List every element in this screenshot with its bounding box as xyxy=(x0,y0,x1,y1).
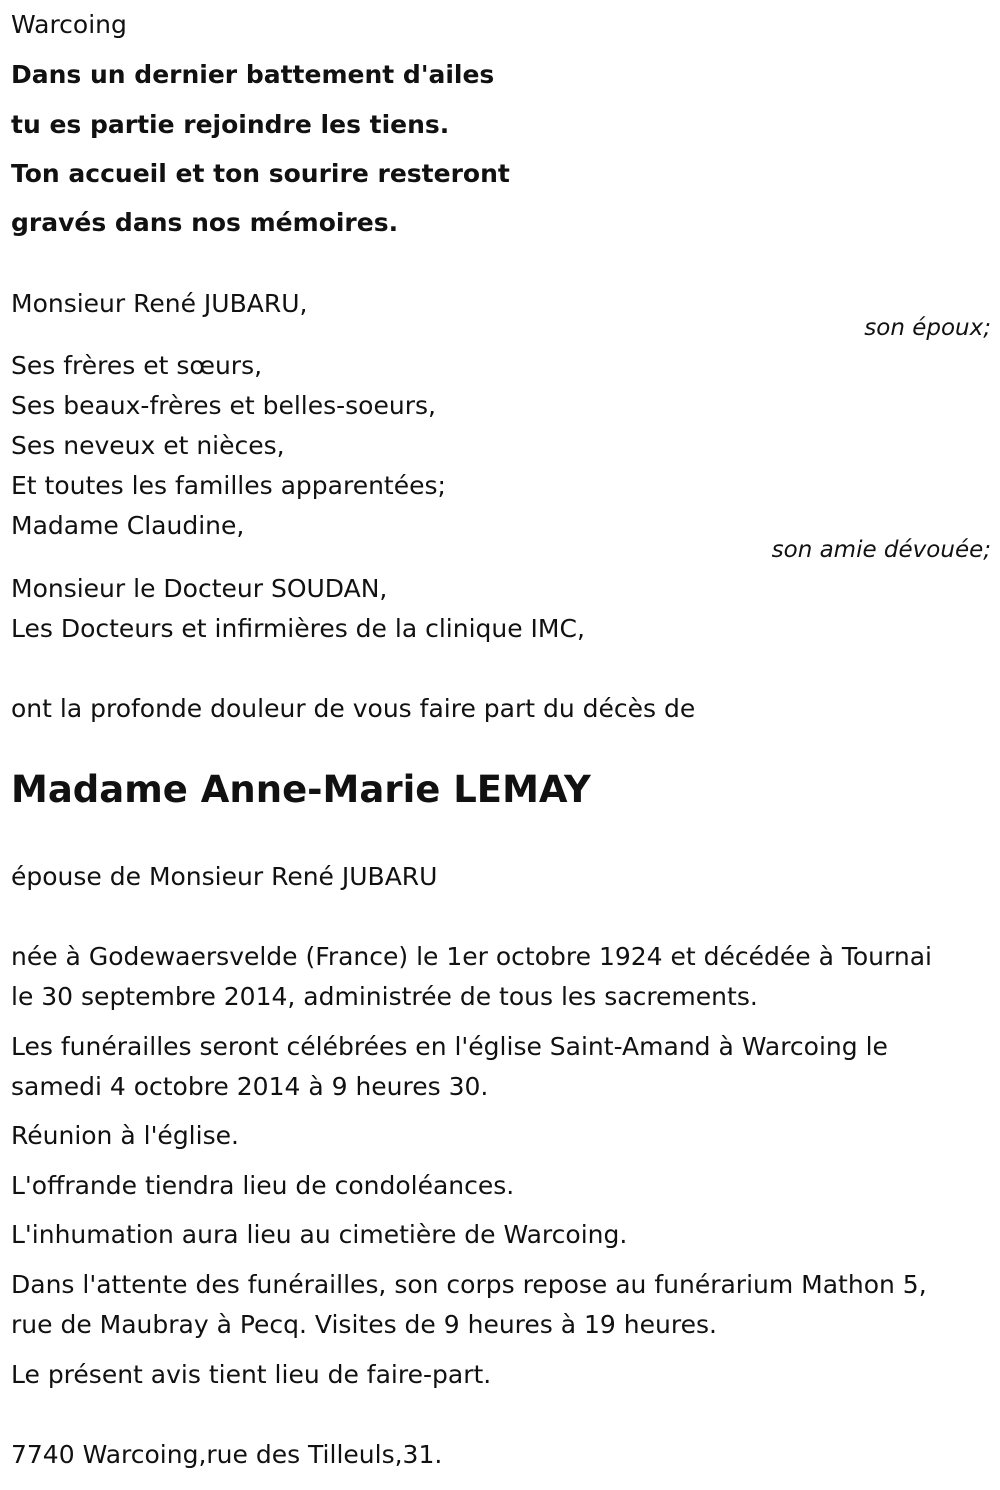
spouse-role: son époux; xyxy=(864,315,991,341)
place-heading: Warcoing xyxy=(11,10,127,39)
funeral-line: Les funérailles seront célébrées en l'église Saint-Amand à Warcoing le xyxy=(11,1032,888,1061)
poem-line: Ton accueil et ton sourire resteront xyxy=(11,159,510,188)
friend-role: son amie dévouée; xyxy=(771,537,991,563)
relative-line: Ses frères et sœurs, xyxy=(11,351,263,380)
visitation-line: Dans l'attente des funérailles, son corps repose au funérarium Mathon 5, xyxy=(11,1270,927,1299)
announcement-intro: ont la profonde douleur de vous faire part du décès de xyxy=(11,694,696,723)
poem-line: gravés dans nos mémoires. xyxy=(11,208,399,237)
relative-line: Et toutes les familles apparentées; xyxy=(11,471,446,500)
relative-line: Madame Claudine, xyxy=(11,511,245,540)
visitation-line: rue de Maubray à Pecq. Visites de 9 heures à 19 heures. xyxy=(11,1310,717,1339)
doctor-line: Les Docteurs et infirmières de la clinique IMC, xyxy=(11,614,585,643)
doctor-line: Monsieur le Docteur SOUDAN, xyxy=(11,574,388,603)
relative-line: Ses beaux-frères et belles-soeurs, xyxy=(11,391,436,420)
notice-line: Le présent avis tient lieu de faire-part. xyxy=(11,1360,492,1389)
relative-line: Ses neveux et nièces, xyxy=(11,431,285,460)
meeting-line: Réunion à l'église. xyxy=(11,1121,239,1150)
spouse-line: Monsieur René JUBARU, xyxy=(11,289,308,318)
spouse-of-line: épouse de Monsieur René JUBARU xyxy=(11,862,438,891)
poem-line: tu es partie rejoindre les tiens. xyxy=(11,110,450,139)
offering-line: L'offrande tiendra lieu de condoléances. xyxy=(11,1171,515,1200)
address-line: 7740 Warcoing,rue des Tilleuls,31. xyxy=(11,1440,443,1469)
birth-death-line: le 30 septembre 2014, administrée de tous les sacrements. xyxy=(11,982,758,1011)
birth-death-line: née à Godewaersvelde (France) le 1er octobre 1924 et décédée à Tournai xyxy=(11,942,932,971)
burial-line: L'inhumation aura lieu au cimetière de Warcoing. xyxy=(11,1220,628,1249)
funeral-line: samedi 4 octobre 2014 à 9 heures 30. xyxy=(11,1072,489,1101)
deceased-name: Madame Anne-Marie LEMAY xyxy=(11,768,591,811)
poem-line: Dans un dernier battement d'ailes xyxy=(11,60,495,89)
